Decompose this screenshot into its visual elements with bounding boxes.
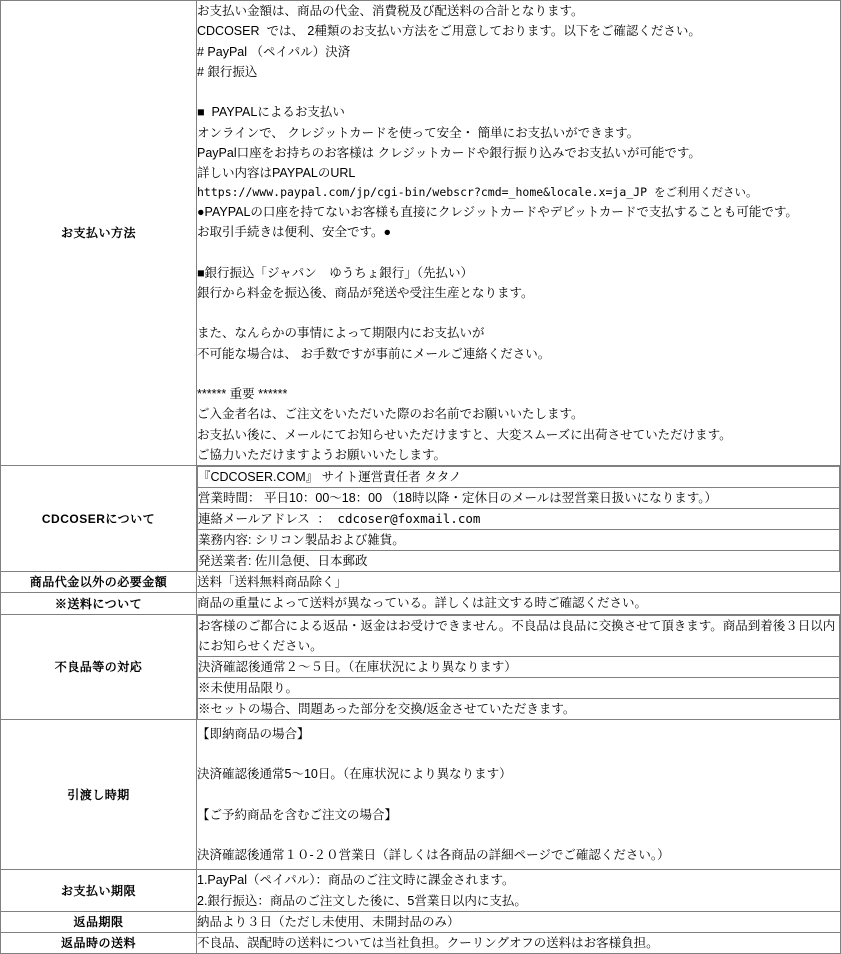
spacer	[197, 242, 840, 262]
row-label-shipping-fee: ※送料について	[1, 593, 197, 614]
list-item	[198, 488, 840, 509]
row-label-return-shipping: 返品時の送料	[1, 933, 197, 954]
about-line-hours: 営業時間： 平日10：00～18：00 （18時以降・定休日のメールは翌営業日扱いになります。）	[198, 488, 840, 509]
text-line: 不良品、誤配時の送料については当社負担。クーリングオフの送料はお客様負担。	[197, 936, 659, 951]
list-item	[198, 698, 840, 719]
row-value-about-cdcoser	[197, 466, 841, 572]
row-value-delivery-time	[197, 719, 841, 870]
about-line-business: 業務内容: シリコン製品および雑貨。	[198, 530, 840, 551]
about-sublist	[197, 466, 840, 571]
table-row	[1, 719, 841, 870]
paypal-url-line: https://www.paypal.com/jp/cgi-bin/webscr?cmd=_home&locale.x=ja_JP をご利用ください。	[197, 185, 758, 200]
text-line: また、なんらかの事情によって期限内にお支払いが	[197, 326, 485, 341]
row-label-about-cdcoser: CDCOSERについて	[1, 466, 197, 572]
text-line: ●PAYPALの口座を持てないお客様も直接にクレジットカードやデビットカードで支払することも可能です。	[197, 204, 798, 219]
spacer	[197, 364, 840, 384]
text-line: 銀行から料金を振込後、商品が発送や受注生産となります。	[197, 285, 534, 300]
row-label-payment-method: お支払い方法	[1, 1, 197, 466]
text-line: お取引手続きは便利、安全です。●	[197, 225, 392, 240]
table-row	[1, 614, 841, 719]
text-line: お支払い金額は、商品の代金、消費税及び配送料の合計となります。	[197, 4, 584, 18]
text-line: 決済確認後通常5～10日。（在庫状況により異なります）	[197, 767, 512, 782]
row-label-defective-handling: 不良品等の対応	[1, 614, 197, 719]
row-value-extra-fees	[197, 572, 841, 593]
list-item	[198, 677, 840, 698]
about-line-shipper: 発送業者: 佐川急便、日本郵政	[198, 551, 840, 572]
table-row	[1, 870, 841, 912]
text-line: 商品の重量によって送料が異なっている。詳しくは註文する時ご確認ください。	[197, 596, 648, 611]
spacer	[197, 784, 840, 804]
list-item	[198, 467, 840, 488]
text-line: 【ご予約商品を含むご注文の場合】	[197, 807, 398, 822]
text-line: 【即納商品の場合】	[197, 726, 310, 741]
row-value-shipping-fee	[197, 593, 841, 614]
spacer	[197, 744, 840, 764]
text-line: 詳しい内容はPAYPALのURL	[197, 166, 356, 180]
spacer	[197, 303, 840, 323]
table-row	[1, 593, 841, 614]
table-row	[1, 933, 841, 954]
text-line: PayPal口座をお持ちのお客様は クレジットカードや銀行振り込みでお支払いが可能です。	[197, 145, 701, 160]
text-line: # PayPal （ペイパル）決済	[197, 44, 351, 59]
defective-line-set: ※セットの場合、問題あった部分を交換/返金させていただきます。	[198, 698, 840, 719]
list-item	[198, 530, 840, 551]
text-line: 2.銀行振込：商品のご注文した後に、5営業日以内に支払。	[197, 893, 527, 908]
text-line: ご協力いただけますようお願いいたします。	[197, 447, 447, 462]
row-label-return-deadline: 返品期限	[1, 911, 197, 932]
row-value-return-shipping	[197, 933, 841, 954]
text-line: 納品より３日（ただし未使用、未開封品のみ）	[197, 914, 460, 929]
list-item	[198, 509, 840, 530]
defective-line-unused: ※未使用品限り。	[198, 677, 840, 698]
list-item	[198, 615, 840, 656]
text-line: 送料「送料無料商品除く」	[197, 575, 348, 590]
about-line-email: 連絡メールアドレス ： cdcoser@foxmail.com	[198, 509, 840, 530]
row-value-payment-deadline	[197, 870, 841, 912]
row-label-payment-deadline: お支払い期限	[1, 870, 197, 912]
list-item	[198, 551, 840, 572]
row-value-payment-method	[197, 1, 841, 466]
text-line: # 銀行振込	[197, 64, 258, 79]
text-line: 1.PayPal（ペイパル）：商品のご注文時に課金されます。	[197, 873, 515, 888]
text-line: 不可能な場合は、 お手数ですが事前にメールご連絡ください。	[197, 346, 551, 361]
spacer	[197, 825, 840, 845]
text-line: ****** 重要 ******	[197, 387, 288, 402]
defective-line-policy: お客様のご都合による返品・返金はお受けできません。不良品は良品に交換させて頂きます。商品到着後３日以内にお知らせください。	[198, 615, 840, 656]
table-row	[1, 572, 841, 593]
text-line: ■銀行振込「ジャパン ゆうちょ銀行」（先払い）	[197, 265, 474, 280]
defective-sublist	[197, 615, 840, 719]
text-line: オンラインで、 クレジットカードを使って安全・ 簡単にお支払いができます。	[197, 125, 640, 140]
text-line: お支払い後に、メールにてお知らせいただけますと、大変スムーズに出荷させていただけます。	[197, 427, 732, 442]
table-row	[1, 466, 841, 572]
row-value-defective-handling	[197, 614, 841, 719]
list-item	[198, 656, 840, 677]
row-label-delivery-time: 引渡し時期	[1, 719, 197, 870]
text-line: ■ PAYPALによるお支払い	[197, 105, 345, 120]
about-line-owner: 『CDCOSER.COM』 サイト運営責任者 タタノ	[198, 467, 840, 488]
text-line: ご入金者名は、ご注文をいただいた際のお名前でお願いいたします。	[197, 407, 584, 422]
table-row	[1, 1, 841, 466]
row-value-return-deadline	[197, 911, 841, 932]
defective-line-timing: 決済確認後通常２～５日。（在庫状況により異なります）	[198, 656, 840, 677]
spacer	[197, 82, 840, 102]
table-body	[1, 1, 841, 954]
text-line: CDCOSER では、 2種類のお支払い方法をご用意しております。以下をご確認ください。	[197, 24, 701, 39]
row-label-extra-fees: 商品代金以外の必要金額	[1, 572, 197, 593]
text-line: 決済確認後通常１０-２０営業日（詳しくは各商品の詳細ページでご確認ください。）	[197, 848, 670, 863]
table-row	[1, 911, 841, 932]
